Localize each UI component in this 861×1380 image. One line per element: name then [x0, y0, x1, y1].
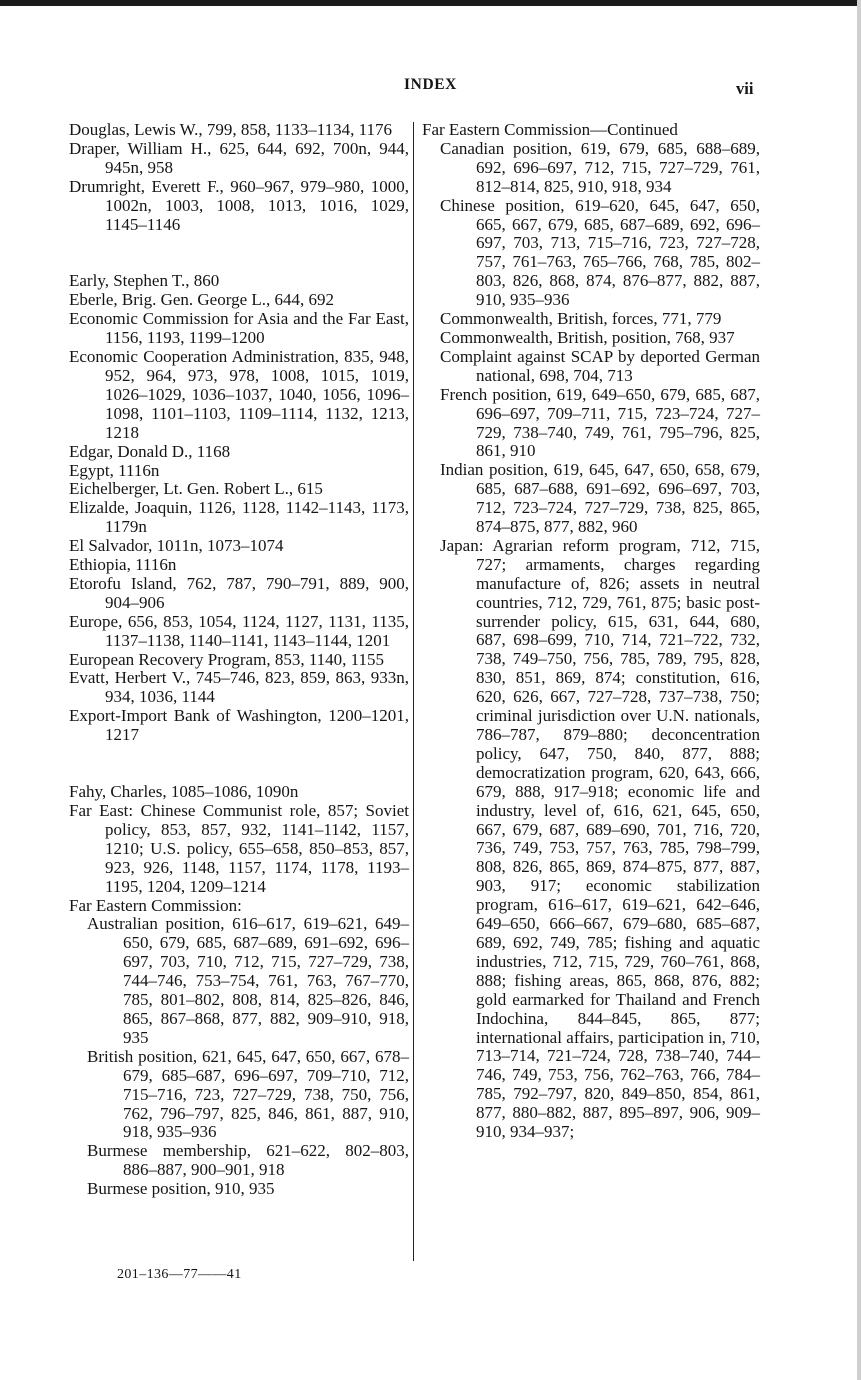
- index-subentry: Complaint against SCAP by deported German national, 698, 704, 713: [440, 346, 760, 385]
- index-entry: El Salvador, 1011n, 1073–1074: [69, 536, 284, 556]
- index-entry: Europe, 656, 853, 1054, 1124, 1127, 1131, 1135, 1137–1138, 1140–1141, 1143–1144, 1201: [69, 611, 409, 650]
- index-entry: Eberle, Brig. Gen. George L., 644, 692: [69, 290, 335, 310]
- index-entry: Drumright, Everett F., 960–967, 979–980, 1000, 1002n, 1003, 1008, 1013, 1016, 1029, 1145–1146: [69, 176, 409, 234]
- entry-group-d: [69, 121, 409, 234]
- index-entry: Ethiopia, 1116n: [69, 555, 177, 575]
- left-index-column: [69, 121, 409, 1199]
- index-entry: Economic Commission for Asia and the Far East, 1156, 1193, 1199–1200: [69, 309, 409, 348]
- index-subentry: Canadian position, 619, 679, 685, 688–689, 692, 696–697, 712, 715, 727–729, 761, 812–814, 825, 910, 918, 934: [440, 138, 760, 196]
- index-subentry: Japan: Agrarian reform program, 712, 715, 727; armaments, charges regarding manufacture of, 826; assets in neutral countries, 712, 729, 761, 875; basic post-surrender policy, 615, 631, 644, 680, 687, 698–699, 710, 714, 721–722, 732, 738, 749–750, 756, 785, 789, 795, 828, 830, 851, 869, 874; constitution, 616, 620, 626, 667, 727–728, 737–738, 750; criminal jurisdiction over U.N. nationals, 786–787, 879–880; deconcentration policy, 647, 750, 840, 877, 888; democratization program, 620, 643, 666, 679, 888, 917–918; economic life and industry, level of, 616, 621, 645, 650, 667, 679, 687, 689–690, 701, 716, 720, 736, 749, 753, 757, 763, 785, 798–799, 808, 826, 865, 869, 874–875, 877, 887, 903, 917; economic stabilization program, 616–617, 619–621, 642–646, 649–650, 666–667, 679–680, 685–687, 689, 692, 749, 785; fishing and aquatic industries, 712, 715, 729, 760–761, 868, 888; fishing areas, 865, 868, 876, 882; gold earmarked for Thailand and French Indochina, 844–845, 865, 877; international affairs, participation in, 710, 713–714, 721–724, 728, 738–740, 744–746, 749, 753, 756, 762–763, 766, 784–785, 792–797, 820, 849–850, 854, 861, 877, 880–882, 887, 895–897, 906, 909–910, 934–937;: [440, 535, 760, 1142]
- index-entry: Far East: Chinese Communist role, 857; Soviet policy, 853, 857, 932, 1141–1142, 1157, 1210; U.S. policy, 655–658, 850–853, 857, 923, 926, 1148, 1157, 1174, 1178, 1193–1195, 1204, 1209–1214: [69, 801, 409, 896]
- page-title: INDEX: [404, 76, 457, 93]
- top-edge-bar: [0, 0, 861, 6]
- index-entry: Fahy, Charles, 1085–1086, 1090n: [69, 782, 299, 802]
- entry-group-f: [69, 783, 409, 1199]
- index-entry: Early, Stephen T., 860: [69, 271, 220, 291]
- index-subentry: Chinese position, 619–620, 645, 647, 650, 665, 667, 679, 685, 687–689, 692, 696–697, 703, 713, 715–716, 723, 727–728, 757, 761–763, 765–766, 768, 785, 802–803, 826, 868, 874, 876–877, 882, 887, 910, 935–936: [440, 195, 760, 310]
- page-number: vii: [736, 79, 754, 98]
- index-subentry: Burmese position, 910, 935: [87, 1179, 275, 1199]
- index-entry: Far Eastern Commission:: [69, 895, 242, 915]
- continued-heading: Far Eastern Commission—Continued: [422, 120, 678, 139]
- index-subentry: Commonwealth, British, forces, 771, 779: [440, 309, 722, 329]
- letter-gap: [69, 745, 409, 783]
- index-entry: Elizalde, Joaquin, 1126, 1128, 1142–1143, 1173, 1179n: [69, 498, 409, 537]
- index-subentry: British position, 621, 645, 647, 650, 667, 678–679, 685–687, 696–697, 709–710, 712, 715–716, 723, 727–729, 738, 750, 756, 762, 796–797, 825, 846, 861, 887, 910, 918, 935–936: [87, 1046, 409, 1142]
- index-entry: Eichelberger, Lt. Gen. Robert L., 615: [69, 479, 323, 499]
- index-entry: Draper, William H., 625, 644, 692, 700n, 944, 945n, 958: [69, 138, 409, 177]
- column-divider: [413, 122, 414, 1261]
- index-subentry: Indian position, 619, 645, 647, 650, 658, 679, 685, 687–688, 691–692, 696–697, 703, 712, 723–724, 727–729, 738, 825, 865, 874–875, 877, 882, 960: [440, 460, 760, 537]
- entry-group-e: [69, 272, 409, 745]
- index-subentry: Commonwealth, British, position, 768, 937: [440, 327, 735, 347]
- index-subentry: Australian position, 616–617, 619–621, 649–650, 679, 685, 687–689, 691–692, 696–697, 703, 710, 712, 715, 727–729, 738, 744–746, 753–754, 761, 763, 767–770, 785, 801–802, 808, 814, 825–826, 846, 865, 867–868, 877, 882, 909–910, 918, 935: [87, 914, 409, 1047]
- index-entry: Evatt, Herbert V., 745–746, 823, 859, 863, 933n, 934, 1036, 1144: [69, 668, 409, 707]
- index-entry: European Recovery Program, 853, 1140, 1155: [69, 649, 385, 669]
- index-subentry: Burmese membership, 621–622, 802–803, 886–887, 900–901, 918: [87, 1141, 409, 1180]
- right-index-column: [422, 121, 760, 1142]
- letter-gap: [69, 234, 409, 272]
- index-entry: Export-Import Bank of Washington, 1200–1201, 1217: [69, 706, 409, 745]
- index-entry: Edgar, Donald D., 1168: [69, 441, 231, 461]
- page-edge-shadow: [857, 0, 861, 1380]
- index-entry: Egypt, 1116n: [69, 460, 160, 480]
- index-entry: Economic Cooperation Administration, 835, 948, 952, 964, 973, 978, 1008, 1015, 1019, 1026–1029, 1036–1037, 1040, 1056, 1096–1098, 1101–1103, 1109–1114, 1132, 1213, 1218: [69, 347, 409, 442]
- index-subentry: French position, 619, 649–650, 679, 685, 687, 696–697, 709–711, 715, 723–724, 727–729, 738–740, 749, 761, 795–796, 825, 861, 910: [440, 384, 760, 461]
- index-entry: Etorofu Island, 762, 787, 790–791, 889, 900, 904–906: [69, 573, 409, 612]
- print-code-footer: 201–136—77——41: [117, 1267, 242, 1282]
- index-entry: Douglas, Lewis W., 799, 858, 1133–1134, 1176: [69, 120, 392, 139]
